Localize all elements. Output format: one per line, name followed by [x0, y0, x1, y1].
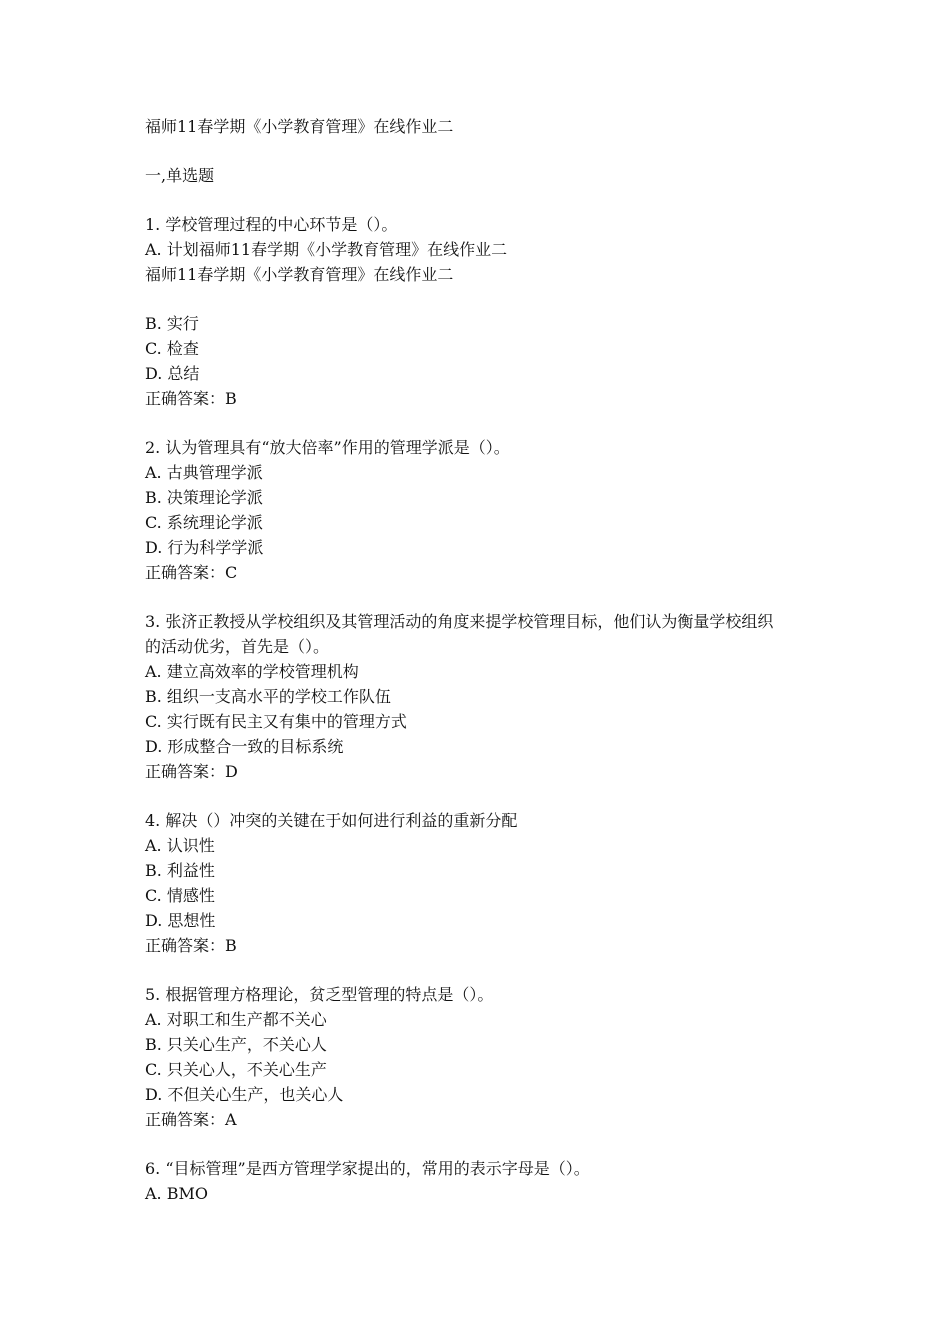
option-b: B. 只关心生产，不关心人 [145, 1035, 327, 1054]
option-c: C. 实行既有民主又有集中的管理方式 [145, 712, 407, 731]
section-heading: 一,单选题 [145, 166, 215, 185]
option-a: A. 认识性 [145, 836, 215, 855]
option-d: D. 行为科学学派 [145, 538, 264, 557]
question-stem-line-2: 的活动优劣，首先是（）。 [145, 637, 330, 656]
correct-answer: 正确答案：C [145, 563, 238, 582]
question-5 [145, 982, 825, 1132]
option-a: A. 古典管理学派 [145, 463, 263, 482]
option-c: C. 系统理论学派 [145, 513, 263, 532]
option-a: A. 计划福师11春学期《小学教育管理》在线作业二 [145, 240, 508, 259]
option-d: D. 形成整合一致的目标系统 [145, 737, 344, 756]
option-c: C. 只关心人，不关心生产 [145, 1060, 327, 1079]
option-b: B. 决策理论学派 [145, 488, 263, 507]
question-6 [145, 1156, 825, 1206]
question-stem-line-1: 3. 张济正教授从学校组织及其管理活动的角度来提学校管理目标，他们认为衡量学校组织 [145, 612, 774, 631]
option-b: B. 利益性 [145, 861, 215, 880]
correct-answer: 正确答案：A [145, 1110, 237, 1129]
correct-answer: 正确答案：B [145, 389, 237, 408]
correct-answer: 正确答案：D [145, 762, 238, 781]
option-b: B. 实行 [145, 314, 199, 333]
option-b: B. 组织一支高水平的学校工作队伍 [145, 687, 391, 706]
document-title: 福师11春学期《小学教育管理》在线作业二 [145, 117, 454, 136]
option-c: C. 检查 [145, 339, 199, 358]
question-stem: 6. “目标管理”是西方管理学家提出的，常用的表示字母是（）。 [145, 1159, 590, 1178]
option-d: D. 不但关心生产，也关心人 [145, 1085, 344, 1104]
option-d: D. 思想性 [145, 911, 216, 930]
option-d: D. 总结 [145, 364, 200, 383]
question-stem: 1. 学校管理过程的中心环节是（）。 [145, 215, 398, 234]
option-c: C. 情感性 [145, 886, 215, 905]
question-stem: 4. 解决（）冲突的关键在于如何进行利益的重新分配 [145, 811, 518, 830]
option-a: A. 建立高效率的学校管理机构 [145, 662, 359, 681]
correct-answer: 正确答案：B [145, 936, 237, 955]
repeated-title: 福师11春学期《小学教育管理》在线作业二 [145, 265, 454, 284]
option-a: A. 对职工和生产都不关心 [145, 1010, 327, 1029]
document-page [145, 114, 825, 1206]
question-1 [145, 212, 825, 411]
option-a: A. BMO [145, 1184, 208, 1203]
question-stem: 5. 根据管理方格理论，贫乏型管理的特点是（）。 [145, 985, 494, 1004]
question-stem: 2. 认为管理具有“放大倍率”作用的管理学派是（）。 [145, 438, 510, 457]
question-3 [145, 609, 825, 784]
question-4 [145, 808, 825, 958]
question-2 [145, 435, 825, 585]
